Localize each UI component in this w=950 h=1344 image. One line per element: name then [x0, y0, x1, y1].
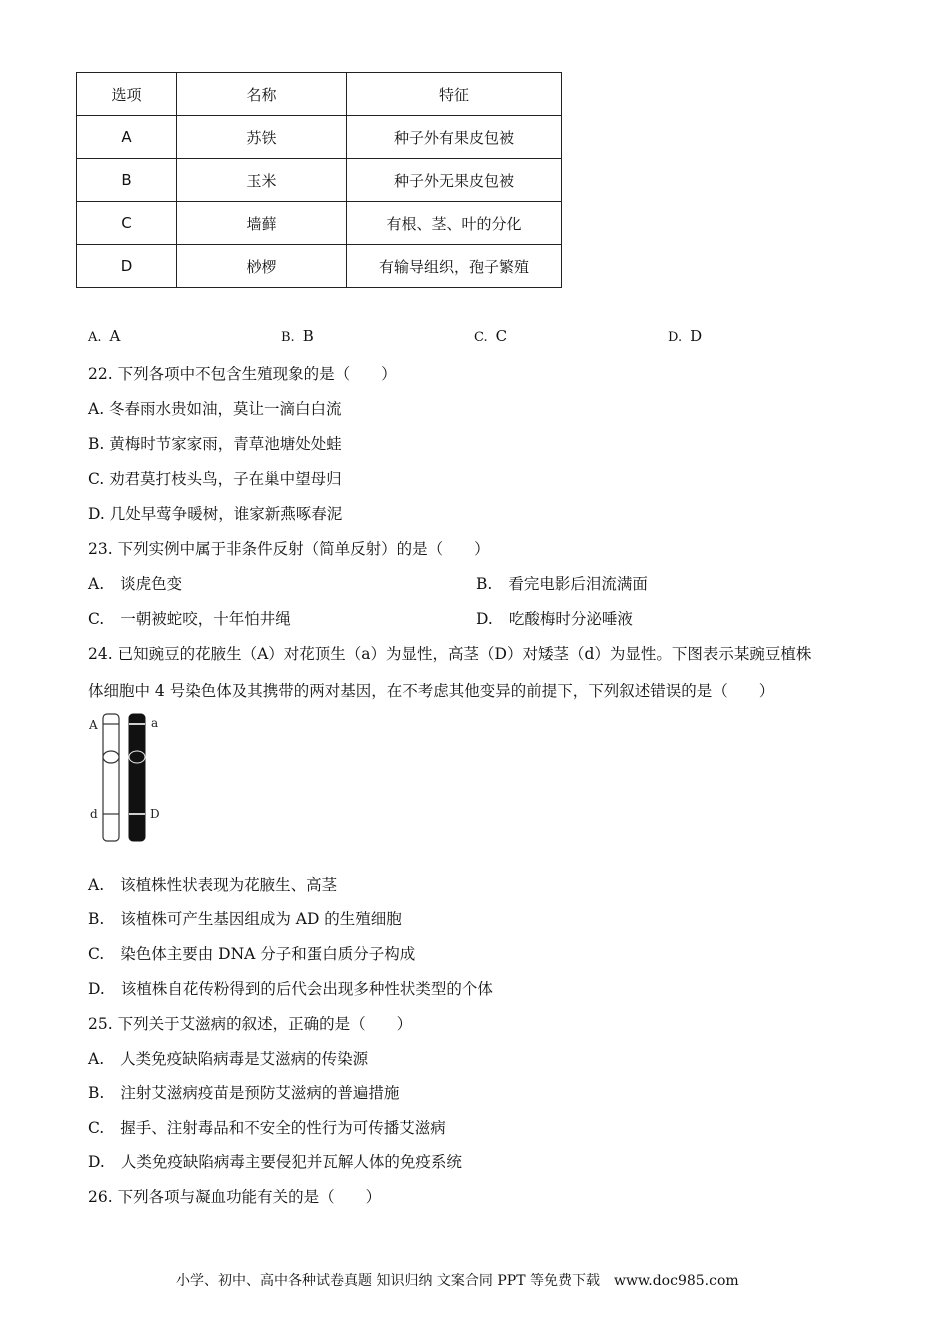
label-d: d [90, 807, 98, 821]
table-header-cell: 特征 [347, 73, 562, 116]
option-d: D. D [668, 327, 703, 345]
label-a: a [151, 716, 159, 730]
q23-option-a: A. 谈虎色变 [88, 575, 183, 593]
q24-option-c: C. 染色体主要由 DNA 分子和蛋白质分子构成 [88, 945, 416, 963]
centromere-right [129, 751, 145, 763]
table-cell: 玉米 [177, 159, 347, 202]
label-A: A [89, 718, 98, 732]
q24-option-a: A. 该植株性状表现为花腋生、高茎 [88, 876, 338, 894]
q24-option-b: B. 该植株可产生基因组成为 AD 的生殖细胞 [88, 910, 402, 928]
table-cell: 有输导组织，孢子繁殖 [347, 245, 562, 288]
table-cell: 种子外无果皮包被 [347, 159, 562, 202]
chromosome-left [103, 714, 119, 841]
table-cell: B [77, 159, 177, 202]
q23-option-d: D. 吃酸梅时分泌唾液 [476, 610, 633, 628]
options-table [76, 72, 562, 288]
option-c: C. C [474, 327, 508, 345]
chromosome-right [129, 714, 145, 841]
table-cell: D [77, 245, 177, 288]
q22-option-c: C. 劝君莫打枝头鸟，子在巢中望母归 [88, 470, 342, 488]
table-header-row [77, 73, 562, 116]
question-25-stem: 25. 下列关于艾滋病的叙述，正确的是（ ） [88, 1015, 413, 1033]
table-row [77, 202, 562, 245]
table-row [77, 116, 562, 159]
q25-option-c: C. 握手、注射毒品和不安全的性行为可传播艾滋病 [88, 1119, 446, 1137]
q22-option-b: B. 黄梅时节家家雨，青草池塘处处蛙 [88, 435, 342, 453]
question-23-stem: 23. 下列实例中属于非条件反射（简单反射）的是（ ） [88, 540, 490, 558]
question-24-stem-line2: 体细胞中 4 号染色体及其携带的两对基因，在不考虑其他变异的前提下，下列叙述错误的是（ ） [88, 682, 775, 700]
q25-option-b: B. 注射艾滋病疫苗是预防艾滋病的普遍措施 [88, 1084, 400, 1102]
table-row [77, 159, 562, 202]
question-26-stem: 26. 下列各项与凝血功能有关的是（ ） [88, 1188, 382, 1206]
q22-option-d: D. 几处早莺争暖树，谁家新燕啄春泥 [88, 505, 343, 523]
table-cell: 种子外有果皮包被 [347, 116, 562, 159]
table-header-cell: 名称 [177, 73, 347, 116]
option-a: A. A [88, 327, 121, 345]
table-cell: 有根、茎、叶的分化 [347, 202, 562, 245]
q23-option-c: C. 一朝被蛇咬，十年怕井绳 [88, 610, 291, 628]
table-cell: A [77, 116, 177, 159]
q22-option-a: A. 冬春雨水贵如油，莫让一滴白白流 [88, 400, 342, 418]
question-24-stem-line1: 24. 已知豌豆的花腋生（A）对花顶生（a）为显性，高茎（D）对矮茎（d）为显性。下图表示某豌豆植株 [88, 645, 812, 663]
table-cell: C [77, 202, 177, 245]
centromere-left [103, 751, 119, 763]
q25-option-d: D. 人类免疫缺陷病毒主要侵犯并瓦解人体的免疫系统 [88, 1153, 462, 1171]
table-cell: 苏铁 [177, 116, 347, 159]
q25-option-a: A. 人类免疫缺陷病毒是艾滋病的传染源 [88, 1050, 369, 1068]
question-22-stem: 22. 下列各项中不包含生殖现象的是（ ） [88, 365, 397, 383]
chromosome-figure [86, 712, 176, 844]
table-row [77, 245, 562, 288]
option-b: B. B [281, 327, 314, 345]
page-footer: 小学、初中、高中各种试卷真题 知识归纳 文案合同 PPT 等免费下载 www.doc985.com [176, 1273, 739, 1289]
table-header-cell: 选项 [77, 73, 177, 116]
q23-option-b: B. 看完电影后泪流满面 [476, 575, 648, 593]
q24-option-d: D. 该植株自花传粉得到的后代会出现多种性状类型的个体 [88, 980, 493, 998]
table-cell: 桫椤 [177, 245, 347, 288]
label-D: D [150, 807, 160, 821]
table-cell: 墙藓 [177, 202, 347, 245]
